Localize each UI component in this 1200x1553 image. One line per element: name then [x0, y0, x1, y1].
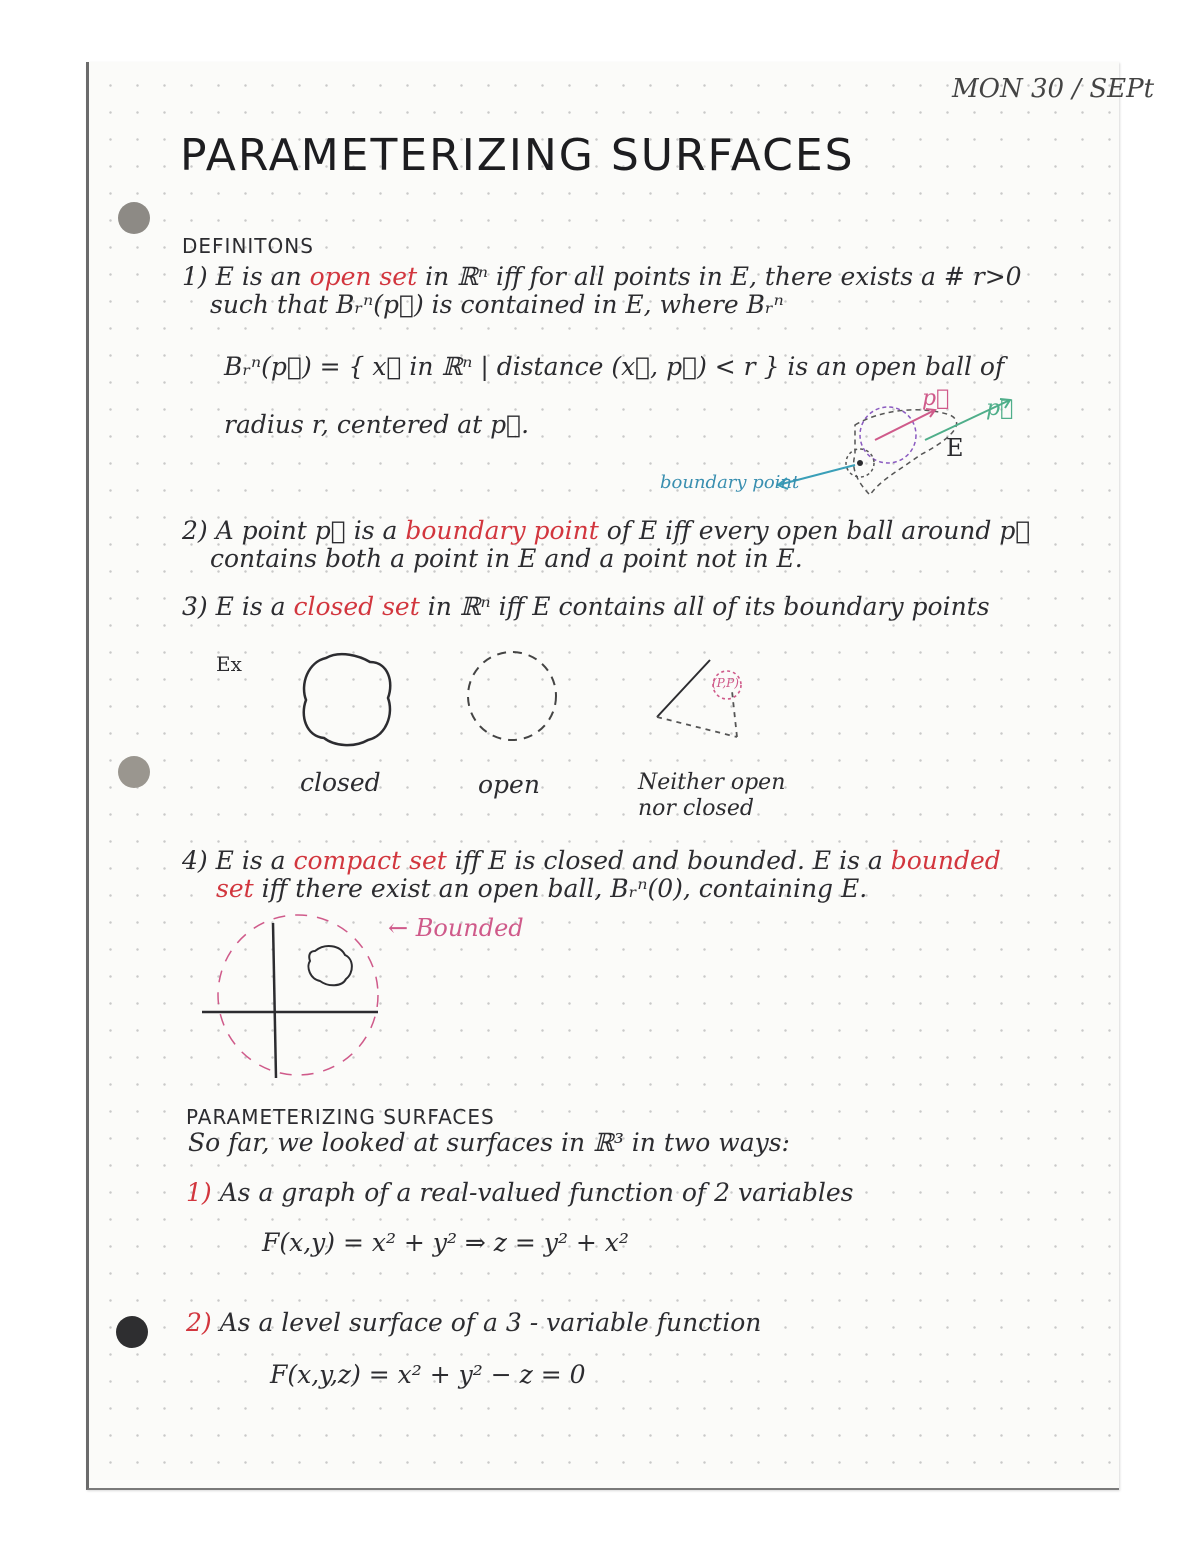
binder-hole-top: [118, 202, 150, 234]
bounded-term: bounded: [890, 846, 1001, 875]
definition-2-post: of E iff every open ball around p⃗: [606, 516, 1031, 545]
definition-2-line-1: [182, 516, 1030, 545]
set-e-outline: [854, 410, 957, 495]
way-2-line: [186, 1308, 761, 1337]
closed-set-sketch: [298, 650, 398, 750]
parameterizing-heading: PARAMETERIZING SURFACES: [186, 1105, 495, 1129]
way-1-line: [186, 1178, 854, 1207]
boundary-point-dot: [857, 460, 863, 466]
binder-hole-middle: [118, 756, 150, 788]
closed-set-term: closed set: [293, 592, 420, 621]
date-label: MON 30 / SEPt: [952, 74, 1155, 104]
p-vector-label-pink: p⃗: [922, 386, 950, 411]
neither-set-sketch: [652, 655, 752, 745]
way-1-number: 1): [186, 1178, 212, 1207]
definition-4-line-1: [182, 846, 1001, 875]
definition-2-number: 2): [182, 516, 208, 545]
definition-4-number: 4): [182, 846, 208, 875]
definition-2-pre: A point p⃗ is a: [215, 516, 398, 545]
page-title: PARAMETERIZING SURFACES: [180, 130, 855, 181]
definition-1-pre: E is an: [215, 262, 302, 291]
bounded-set-term: set: [216, 874, 254, 903]
boundary-point-label: boundary point: [660, 472, 800, 493]
definition-1-line-2: such that Bᵣⁿ(p⃗) is contained in E, where Bᵣⁿ: [210, 290, 784, 319]
definition-4-mid: iff E is closed and bounded. E is a: [454, 846, 883, 875]
definition-4-line-2: [216, 874, 867, 903]
definition-3-number: 3): [182, 592, 208, 621]
definition-4-pre: E is a: [215, 846, 286, 875]
open-ball-formula: Bᵣⁿ(p⃗) = { x⃗ in ℝⁿ | distance (x⃗, p⃗) < r } is an open ball of: [224, 352, 1005, 381]
boundary-point-term: boundary point: [405, 516, 599, 545]
example-label: Ex: [216, 652, 242, 676]
parameterizing-intro: So far, we looked at surfaces in ℝ³ in two ways:: [188, 1128, 790, 1157]
definition-1-number: 1): [182, 262, 208, 291]
definition-3: [182, 592, 990, 621]
open-ball-circle: [860, 407, 916, 463]
way-1-formula: F(x,y) = x² + y² ⇒ z = y² + x²: [262, 1228, 629, 1257]
p-vector-label-green: p⃗: [986, 396, 1014, 421]
bounded-set-diagram: [200, 915, 400, 1085]
definition-1-line-4: radius r, centered at p⃗.: [224, 410, 530, 439]
open-caption: open: [478, 770, 540, 799]
way-2-text: As a level surface of a 3 - variable function: [219, 1308, 762, 1337]
open-set-term: open set: [309, 262, 418, 291]
binder-hole-bottom: [116, 1316, 148, 1348]
set-e-label: E: [946, 434, 964, 462]
neither-caption-line-2: nor closed: [638, 796, 754, 821]
definition-4-line-2-post: iff there exist an open ball, Bᵣⁿ(0), containing E.: [261, 874, 868, 903]
definition-1-post: in ℝⁿ iff for all points in E, there exists a # r>0: [425, 262, 1022, 291]
way-2-number: 2): [186, 1308, 212, 1337]
way-1-text: As a graph of a real-valued function of 2 variables: [219, 1178, 854, 1207]
bounded-label: ← Bounded: [388, 914, 524, 942]
definition-3-post: in ℝⁿ iff E contains all of its boundary points: [427, 592, 990, 621]
definition-3-pre: E is a: [215, 592, 286, 621]
definition-1-line-1: [182, 262, 1022, 291]
vector-p-pink: [875, 410, 935, 440]
compact-set-term: compact set: [293, 846, 447, 875]
definition-2-line-2: contains both a point in E and a point not in E.: [210, 544, 803, 573]
open-set-sketch: [462, 650, 562, 742]
definitions-heading: DEFINITONS: [182, 234, 314, 258]
neither-caption-line-1: Neither open: [638, 770, 786, 795]
pp-label: (P,P): [712, 676, 739, 690]
closed-caption: closed: [300, 768, 381, 797]
way-2-formula: F(x,y,z) = x² + y² − z = 0: [270, 1360, 586, 1389]
